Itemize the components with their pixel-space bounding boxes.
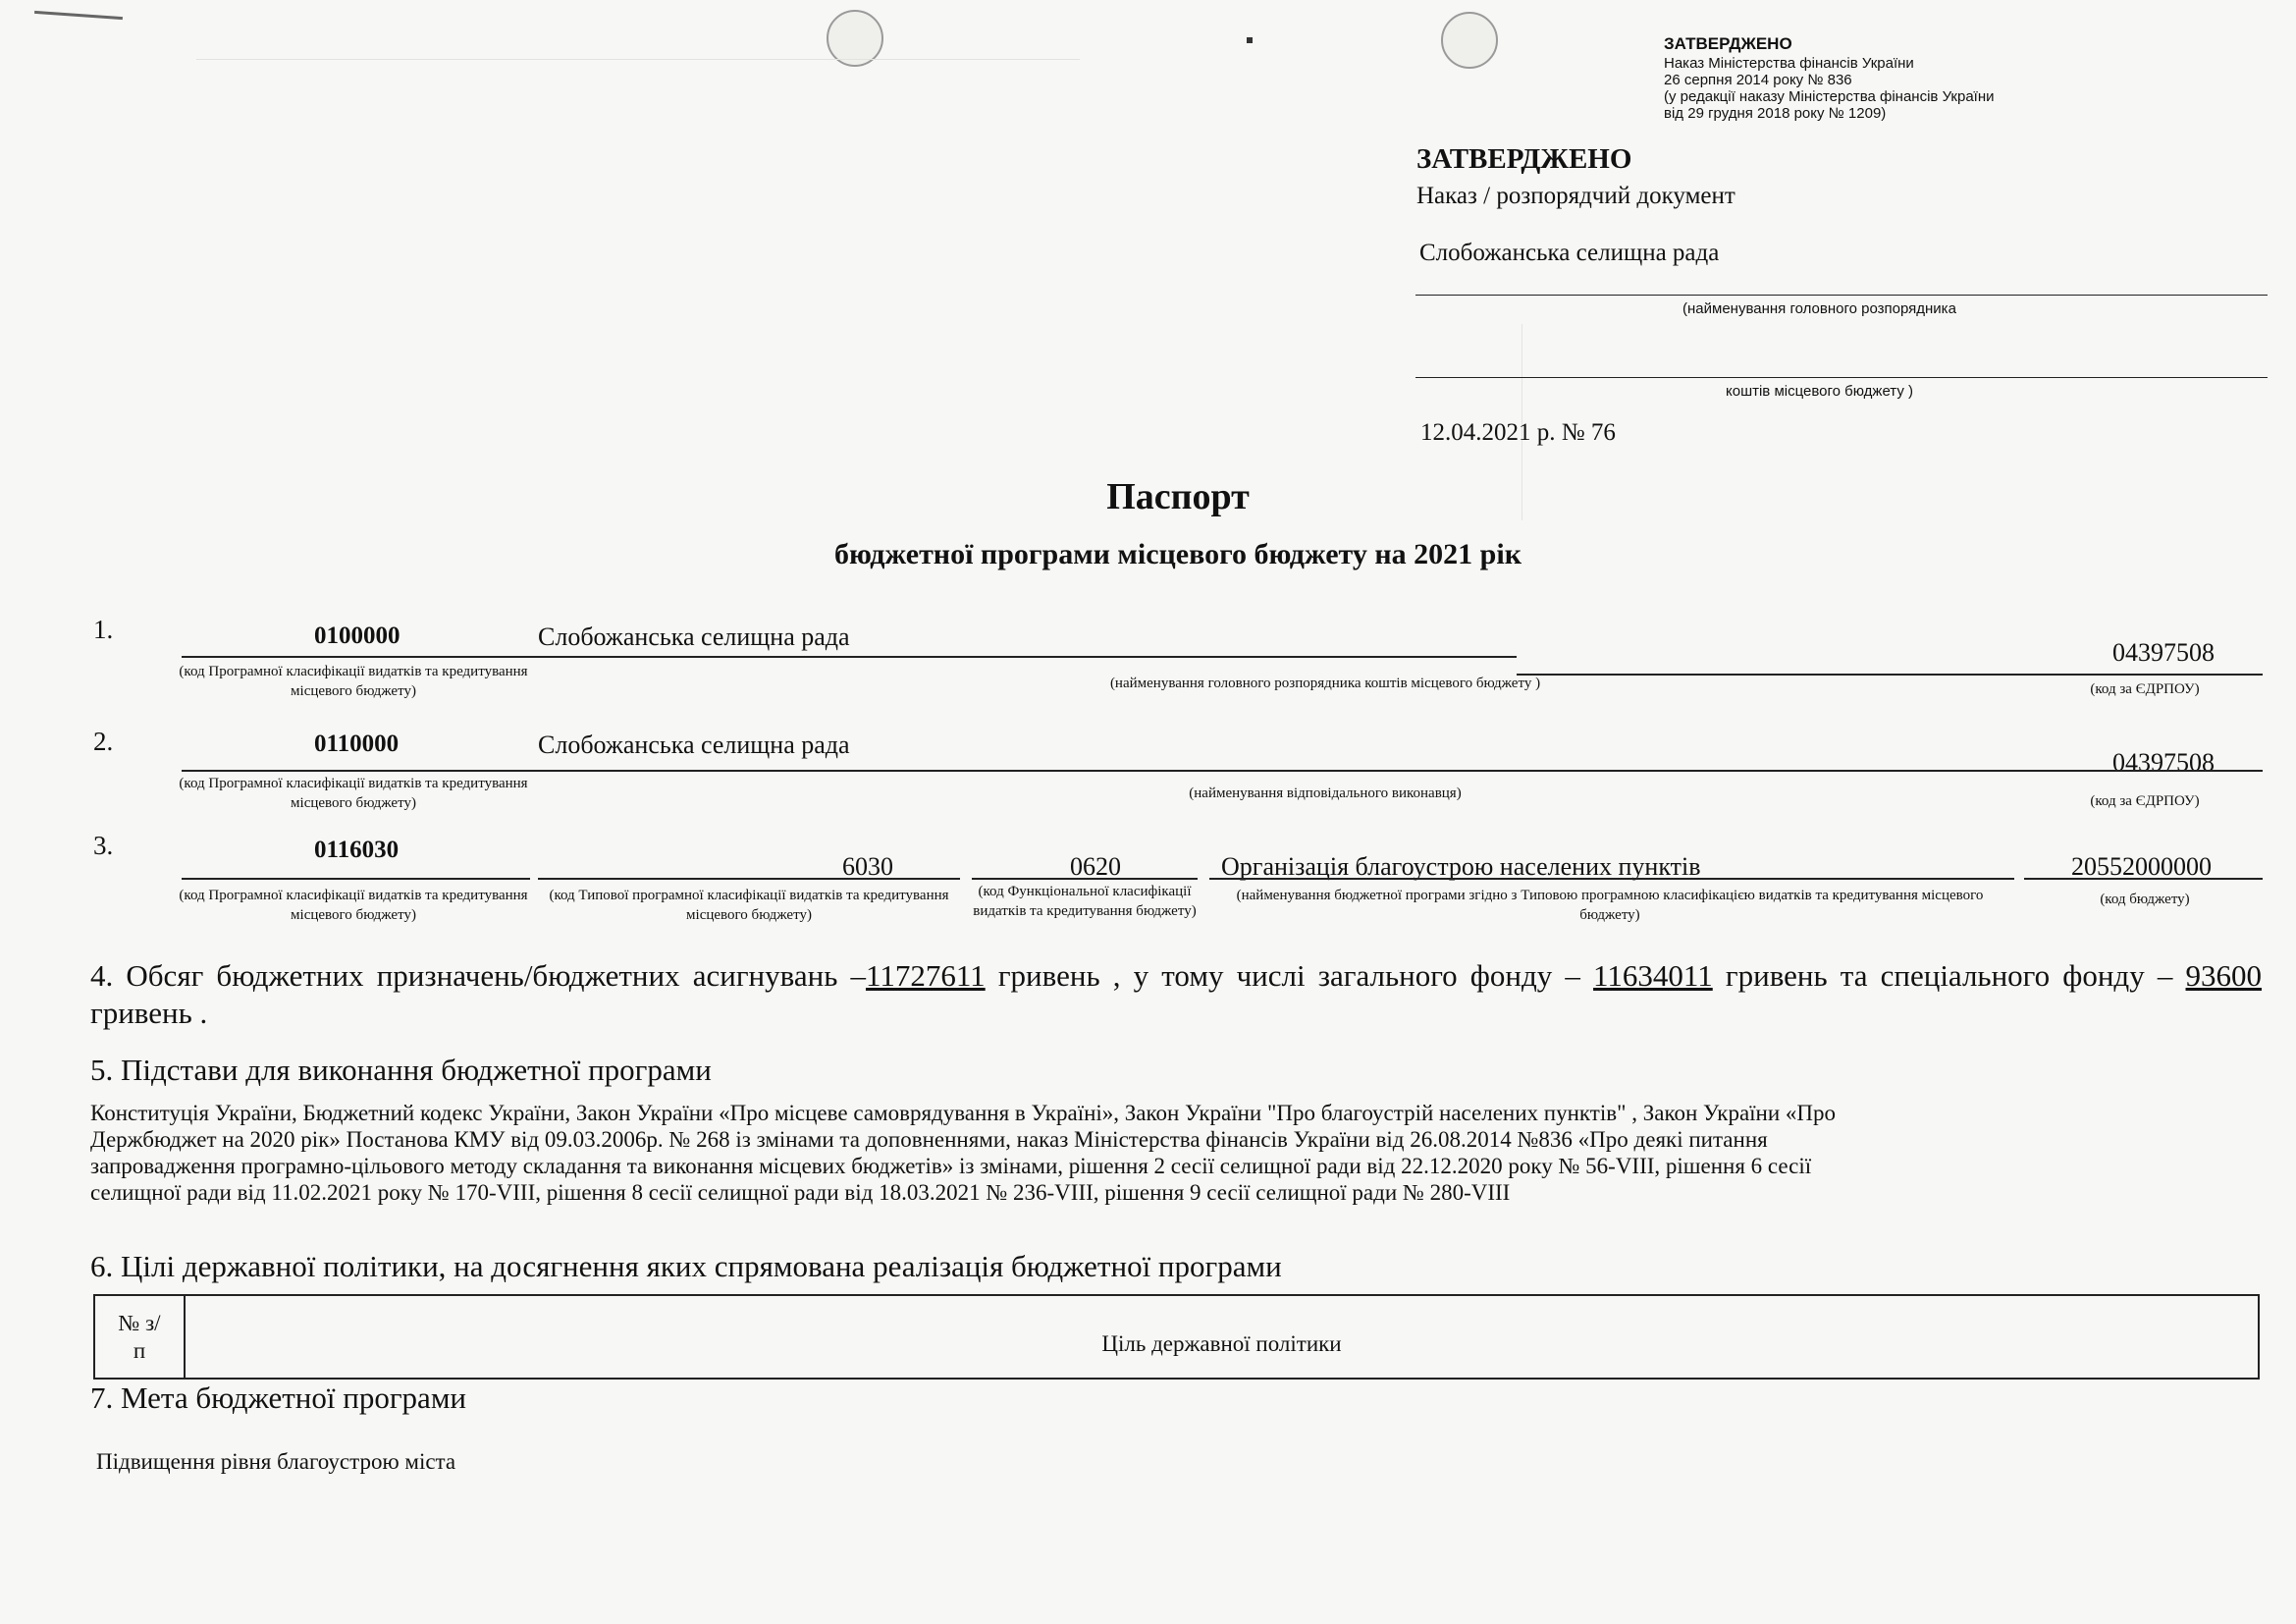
caption-code: (код Програмної класифікації видатків та кредитування місцевого бюджету)	[179, 776, 528, 811]
row-underline	[182, 878, 530, 880]
col-number-label: № з/п	[118, 1310, 161, 1363]
caption-edrpou: (код за ЄДРПОУ)	[2090, 681, 2200, 697]
program-code: 0110000	[314, 731, 400, 757]
edrpou-code: 04397508	[2112, 748, 2215, 777]
page-subtitle: бюджетної програми місцевого бюджету на 2021 рік	[834, 538, 1522, 570]
stamp-line: 26 серпня 2014 року № 836	[1664, 72, 1852, 88]
col-goal-label: Ціль державної політики	[1101, 1331, 1342, 1356]
program-code: 0116030	[314, 837, 400, 863]
typical-code: 6030	[842, 852, 893, 881]
stamp-title: ЗАТВЕРДЖЕНО	[1664, 34, 1792, 53]
page-title: Паспорт	[1106, 476, 1250, 517]
section5-line: селищної ради від 11.02.2021 року № 170-VIII, рішення 8 сесії селищної ради від 18.03.2021 № 236-VIII, рішення 9 сесії селищної ради № 280-VIII	[90, 1180, 1511, 1205]
executor-name: Слобожанська селищна рада	[538, 731, 850, 759]
approved-caption: (найменування головного розпорядника	[1682, 300, 1956, 317]
section5-line: Держбюджет на 2020 рік» Постанова КМУ від 09.03.2006р. № 268 із змінами та доповненнями, наказ Міністерства фінансів України від 26.08.2014 №836 «Про деякі питання	[90, 1127, 1768, 1152]
caption-typical: (код Типової програмної класифікації видатків та кредитування місцевого бюджету)	[549, 888, 949, 923]
row-number: 1.	[93, 615, 114, 644]
row-underline	[538, 878, 960, 880]
punch-hole-right	[1441, 12, 1498, 69]
edrpou-code: 04397508	[2112, 638, 2215, 667]
section6-heading: 6. Цілі державної політики, на досягнення яких спрямована реалізація бюджетної програми	[90, 1249, 1282, 1283]
approved-title: ЗАТВЕРДЖЕНО	[1416, 143, 1632, 175]
caption-name: (найменування відповідального виконавця)	[1189, 785, 1462, 801]
section5-line: запровадження програмно-цільового методу складання та виконання місцевих бюджетів» із змінами, рішення 2 сесії селищної ради від 22.12.2020 року № 56-VIII, рішення 6 сесії	[90, 1154, 1812, 1178]
section4-suffix: гривень .	[90, 996, 208, 1030]
section5-line: Конституція України, Бюджетний кодекс України, Закон України «Про місцеве самоврядування в Україні», Закон України "Про благоустрій населених пунктів" , Закон України «Про	[90, 1101, 1837, 1125]
table-header-row	[94, 1295, 2259, 1379]
organization-name: Слобожанська селищна рада	[538, 623, 850, 651]
caption-name: (найменування головного розпорядника коштів місцевого бюджету )	[1109, 676, 1541, 691]
section7-heading: 7. Мета бюджетної програми	[90, 1380, 467, 1415]
caption-program-name: (найменування бюджетної програми згідно з Типовою програмною класифікацією видатків та кредитування місцевого бюджету)	[1236, 888, 1984, 923]
caption-edrpou: (код за ЄДРПОУ)	[2090, 793, 2200, 809]
section4-text	[90, 957, 2262, 1032]
underline	[1415, 295, 2268, 296]
col-number-header	[94, 1295, 185, 1379]
approved-organization: Слобожанська селищна рада	[1419, 240, 1720, 266]
col-goal-header	[185, 1295, 2259, 1379]
stamp-line: (у редакції наказу Міністерства фінансів України	[1664, 88, 1995, 105]
underline	[1415, 377, 2268, 378]
row-underline	[182, 770, 2263, 772]
scan-mark	[34, 11, 123, 20]
section4-prefix: 4. Обсяг бюджетних призначень/бюджетних асигнувань –	[90, 958, 866, 993]
caption-functional: (код Функціональної класифікації видатків та кредитування бюджету)	[973, 884, 1197, 919]
stamp-line: від 29 грудня 2018 року № 1209)	[1664, 105, 1887, 122]
program-code: 0100000	[314, 623, 400, 649]
row-underline	[2024, 878, 2263, 880]
row-underline	[972, 878, 1198, 880]
row-number: 2.	[93, 727, 114, 756]
general-fund-amount: 11634011	[1593, 958, 1713, 993]
goals-table	[93, 1294, 2260, 1380]
section4-mid1: гривень , у тому числі загального фонду –	[985, 958, 1594, 993]
approved-date-number: 12.04.2021 р. № 76	[1420, 419, 1616, 446]
row-number: 3.	[93, 831, 114, 860]
approved-doc-type: Наказ / розпорядчий документ	[1416, 183, 1735, 209]
caption-code: (код Програмної класифікації видатків та кредитування місцевого бюджету)	[179, 664, 528, 699]
total-amount: 11727611	[865, 958, 986, 993]
section5-heading: 5. Підстави для виконання бюджетної програми	[90, 1053, 712, 1087]
approved-caption: коштів місцевого бюджету )	[1726, 383, 1913, 400]
section5-body	[90, 1100, 1836, 1206]
scan-dot	[1247, 37, 1253, 43]
section4-mid2: гривень та спеціального фонду –	[1712, 958, 2173, 993]
functional-code: 0620	[1070, 852, 1121, 881]
bleed-through	[196, 59, 1080, 256]
budget-code: 20552000000	[2071, 852, 2212, 881]
program-name: Організація благоустрою населених пунктів	[1221, 852, 1701, 881]
special-fund-amount: 93600	[2185, 958, 2263, 993]
section7-text: Підвищення рівня благоустрою міста	[96, 1449, 456, 1474]
caption-code: (код Програмної класифікації видатків та кредитування місцевого бюджету)	[179, 888, 528, 923]
row-underline	[182, 656, 1517, 658]
caption-budget: (код бюджету)	[2100, 892, 2190, 907]
row-underline	[1209, 878, 2014, 880]
stamp-line: Наказ Міністерства фінансів України	[1664, 55, 1914, 72]
regulation-stamp	[1664, 35, 1995, 122]
